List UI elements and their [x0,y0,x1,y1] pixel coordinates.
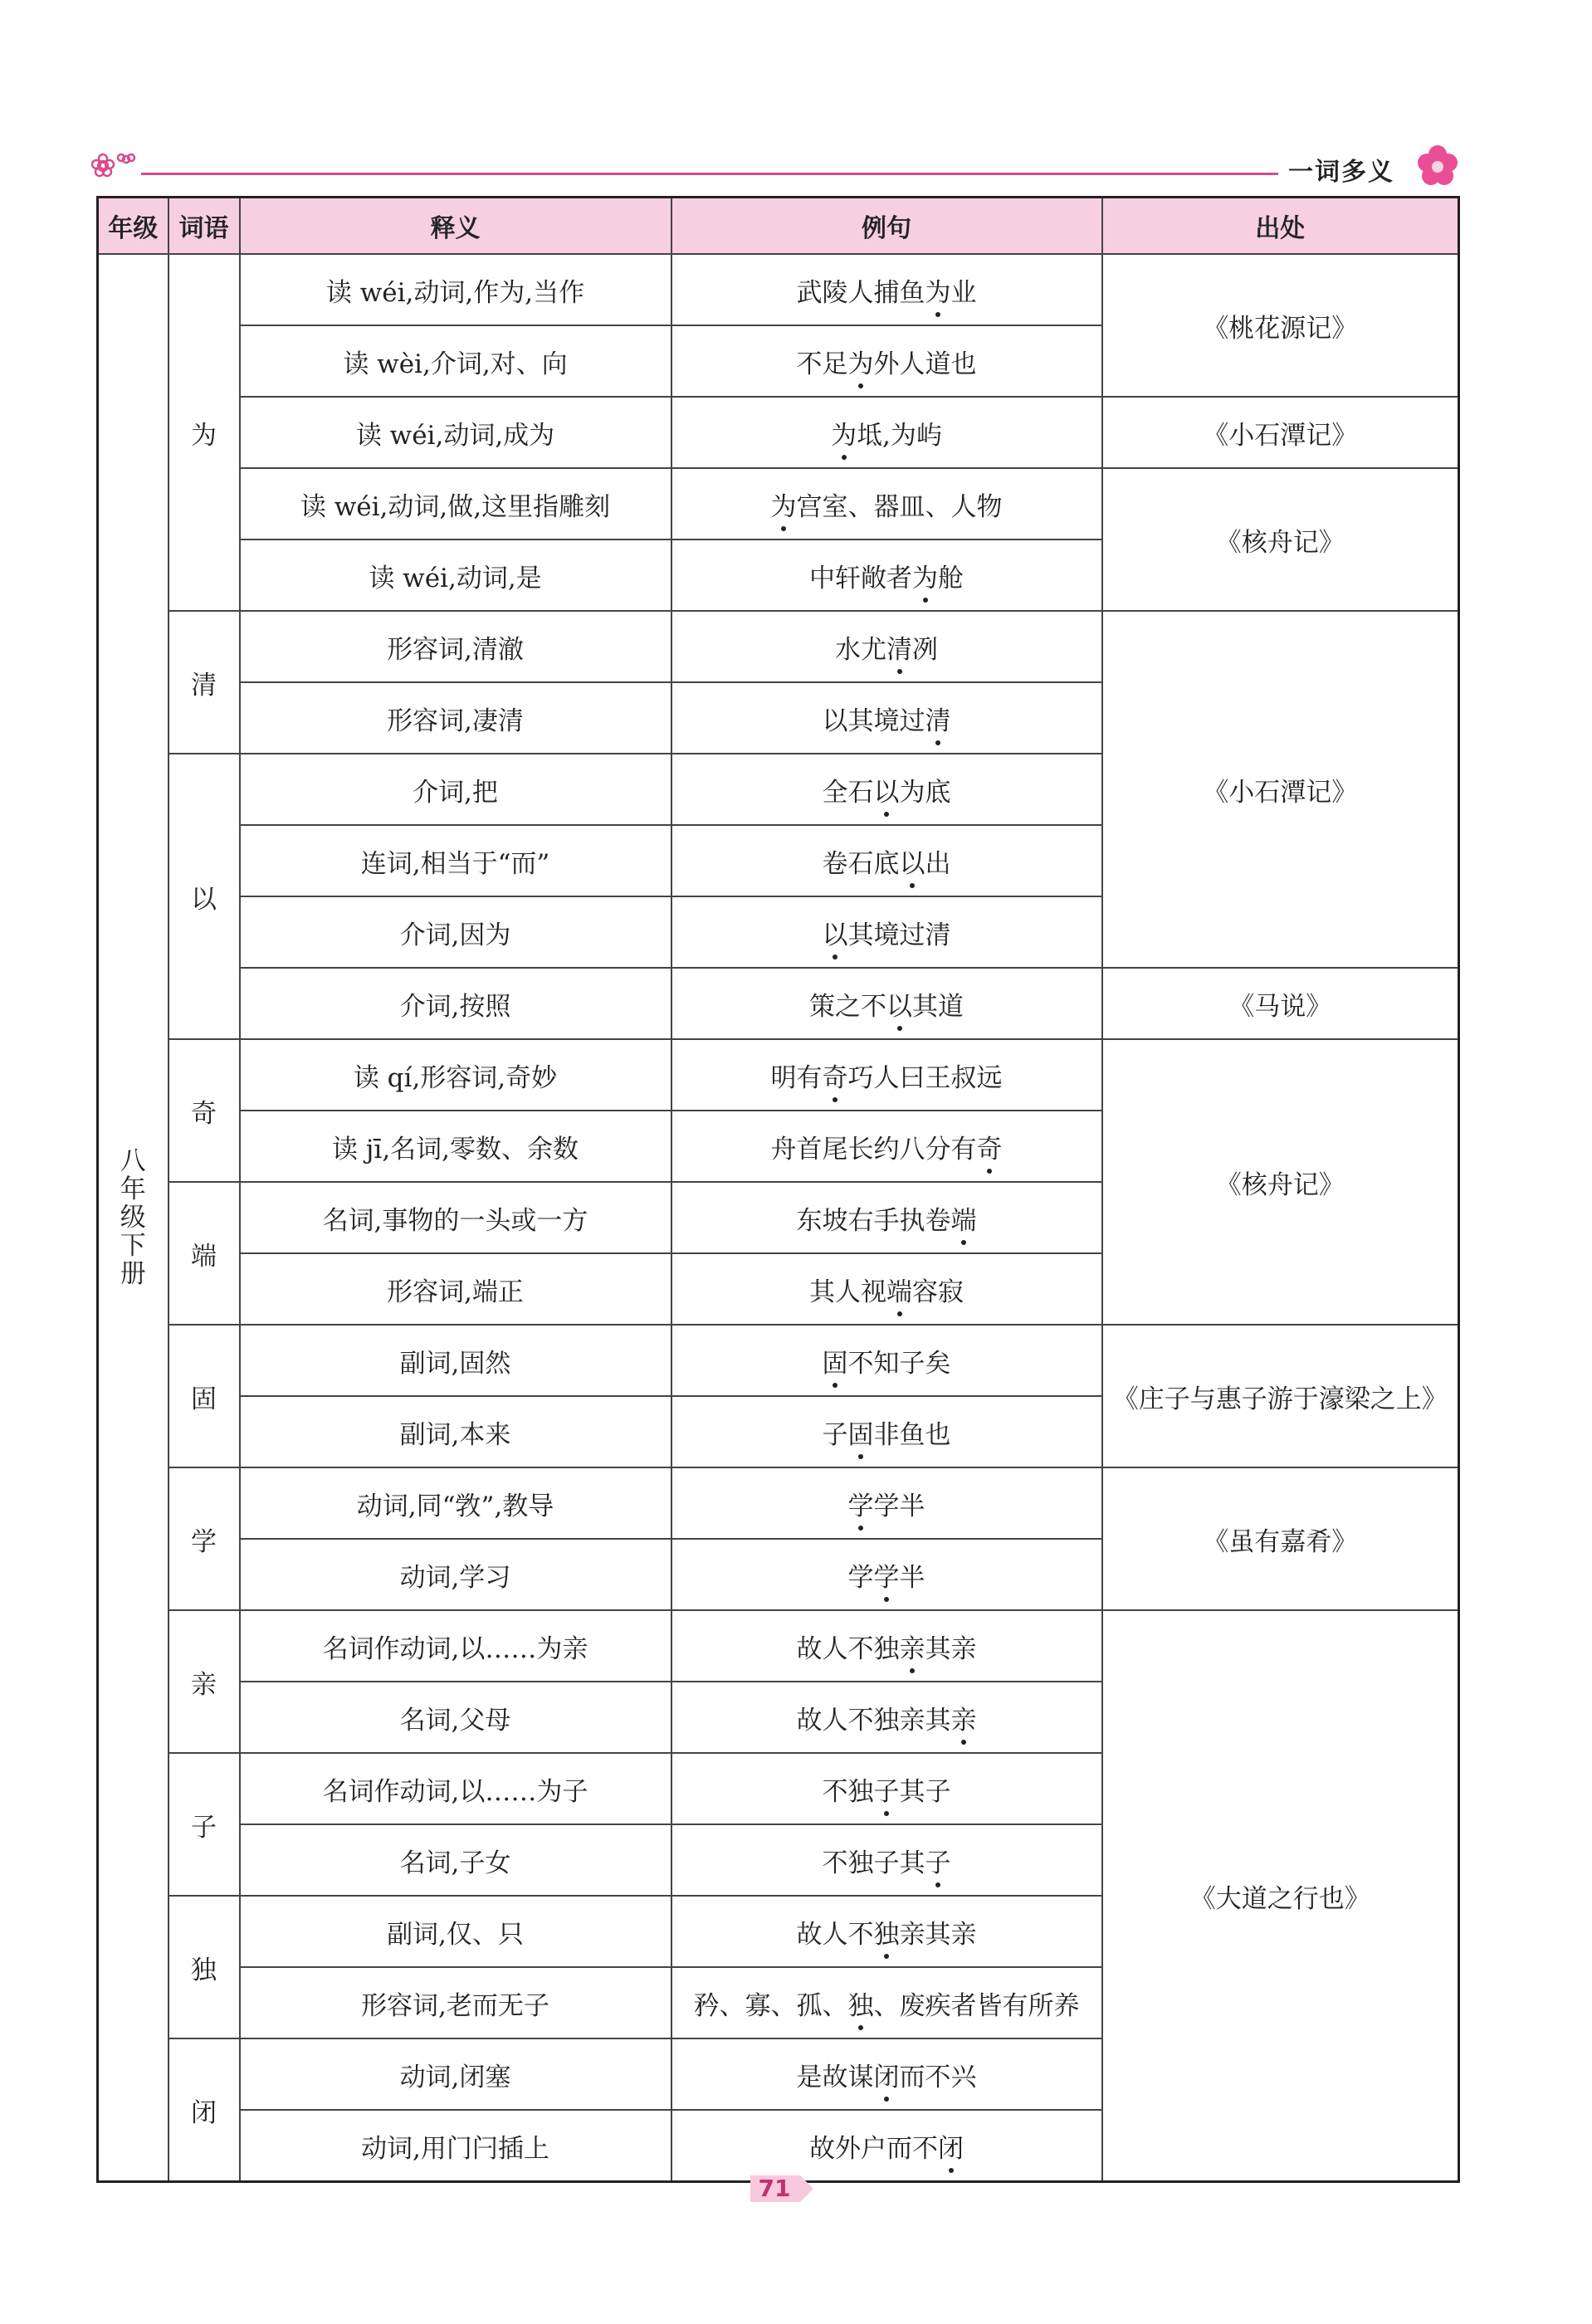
example-text: 其道 [912,991,964,1022]
example-text: 外人道也 [873,349,977,379]
example-keyword: 独 [874,1913,900,1950]
meaning-cell: 名词作动词,以……为子 [240,1753,671,1824]
example-cell [671,1182,1102,1253]
table-row [98,968,1459,1039]
example-keyword: 学 [848,1485,874,1522]
word-cell: 以 [168,754,240,1039]
example-cell [671,325,1102,397]
table-row [98,1467,1459,1539]
example-cell [671,468,1102,540]
word-cell: 为 [168,254,240,611]
page-header [91,148,1461,189]
word-cell: 固 [168,1325,240,1467]
example-keyword: 子 [925,1842,951,1879]
example-text: 容寂 [912,1277,964,1307]
example-keyword: 为 [925,271,951,309]
grade-label: 八年级下册 [120,1145,146,1290]
meaning-cell: 形容词,端正 [240,1253,671,1325]
example-cell [671,1467,1102,1539]
meaning-cell: 动词,同“敩”,教导 [240,1467,671,1539]
example-text: 其子 [899,1776,951,1807]
example-text: 子 [822,1419,848,1450]
grade-cell [98,254,168,2182]
source-cell: 《小石潭记》 [1102,611,1459,968]
example-text: 故人不 [796,1919,874,1950]
table-row [98,397,1459,468]
source-cell: 《马说》 [1102,968,1459,1039]
source-cell: 《核舟记》 [1102,468,1459,611]
example-keyword: 奇 [977,1128,1003,1165]
example-keyword: 以 [823,914,848,951]
source-cell: 《虽有嘉肴》 [1102,1467,1459,1610]
example-text: 半 [899,1562,925,1593]
example-text: 学半 [873,1491,925,1521]
column-header: 出处 [1102,198,1459,255]
meaning-cell: 介词,按照 [240,968,671,1039]
meaning-cell: 形容词,凄清 [240,682,671,754]
example-text: 宫室、器皿、人物 [796,491,1003,522]
example-cell [671,397,1102,468]
column-header: 释义 [240,198,671,255]
example-cell [671,1325,1102,1396]
section-title: 一词多义 [1288,158,1394,187]
column-header: 词语 [168,198,240,255]
example-text: 其境过清 [847,920,951,950]
source-cell: 《庄子与惠子游于濠梁之上》 [1102,1325,1459,1467]
example-cell [671,1111,1102,1182]
example-text: 、废疾者皆有所养 [873,1990,1080,2021]
meaning-cell: 介词,把 [240,754,671,825]
example-text: 为底 [899,777,951,808]
example-text: 不独 [822,1776,874,1807]
example-cell [671,682,1102,754]
meaning-cell: 名词作动词,以……为亲 [240,1610,671,1682]
example-cell [671,825,1102,896]
example-keyword: 闭 [938,2127,964,2165]
meaning-cell: 读 wéi,动词,做,这里指雕刻 [240,468,671,540]
example-cell [671,1610,1102,1682]
example-text: 是故谋 [796,2062,874,2092]
meaning-cell: 副词,本来 [240,1396,671,1467]
example-cell [671,754,1102,825]
column-header: 例句 [671,198,1102,255]
meaning-cell: 动词,学习 [240,1539,671,1610]
example-text: 中轩敞者 [809,563,912,593]
example-text: 而不兴 [899,2062,977,2092]
meaning-cell: 读 wéi,动词,是 [240,540,671,611]
example-cell [671,1967,1102,2038]
table-header-row [98,198,1459,255]
example-keyword: 清 [925,700,951,737]
example-keyword: 端 [951,1199,977,1237]
example-cell [671,611,1102,682]
example-text: 明有 [770,1062,823,1093]
example-cell [671,1039,1102,1111]
example-cell [671,2110,1102,2182]
meaning-cell: 名词,事物的一头或一方 [240,1182,671,1253]
table-row [98,468,1459,540]
word-cell: 独 [168,1896,240,2038]
example-keyword: 固 [823,1342,848,1379]
meaning-cell: 读 wéi,动词,成为 [240,397,671,468]
example-keyword: 学 [874,1556,900,1594]
example-keyword: 端 [886,1271,912,1308]
source-cell: 《小石潭记》 [1102,397,1459,468]
meaning-cell: 形容词,清澈 [240,611,671,682]
example-text: 故人不独 [796,1633,900,1664]
meaning-cell: 读 wèi,介词,对、向 [240,325,671,397]
word-cell: 闭 [168,2038,240,2182]
example-keyword: 独 [848,1985,874,2022]
example-text: 故外户而不 [809,2133,938,2164]
example-text: 非鱼也 [873,1419,951,1450]
example-keyword: 以 [886,985,912,1023]
source-cell: 《大道之行也》 [1102,1610,1459,2182]
example-text: 学 [847,1562,874,1593]
example-keyword: 为 [912,557,938,594]
meaning-cell: 动词,用门闩插上 [240,2110,671,2182]
example-keyword: 固 [848,1413,874,1451]
meaning-cell: 动词,闭塞 [240,2038,671,2110]
table-row [98,254,1459,325]
example-text: 亲其亲 [899,1919,977,1950]
meaning-cell: 副词,仅、只 [240,1896,671,1967]
example-keyword: 闭 [874,2056,900,2093]
example-keyword: 为 [848,343,874,380]
table-row [98,611,1459,682]
example-text: 舱 [938,563,964,593]
example-text: 不足 [796,349,848,379]
example-text: 水尤 [835,634,886,665]
example-text: 不知子矣 [847,1348,951,1379]
flower-decoration-icon [91,148,141,181]
example-keyword: 亲 [951,1699,977,1736]
example-cell [671,254,1102,325]
header-rule [141,173,1278,175]
example-cell [671,1896,1102,1967]
example-text: 故人不独亲其 [796,1705,951,1736]
polysemy-table [96,196,1460,2183]
example-text: 全石 [822,777,874,808]
example-cell [671,1253,1102,1325]
example-text: 业 [950,277,977,308]
example-text: 武陵人捕鱼 [796,277,925,308]
word-cell: 奇 [168,1039,240,1182]
word-cell: 学 [168,1467,240,1610]
meaning-cell: 读 jī,名词,零数、余数 [240,1111,671,1182]
example-text: 策之不 [809,991,886,1022]
page-number: 71 [758,2175,791,2202]
example-keyword: 奇 [823,1057,848,1094]
table-row [98,1325,1459,1396]
example-cell [671,1396,1102,1467]
example-text: 舟首尾长约八分有 [770,1134,977,1164]
example-keyword: 为 [771,486,797,523]
example-text: 巧人曰王叔远 [847,1062,1003,1093]
source-cell: 《核舟记》 [1102,1039,1459,1325]
example-cell [671,1539,1102,1610]
meaning-cell: 介词,因为 [240,896,671,968]
example-keyword: 以 [874,771,900,808]
example-text: 矜、寡、孤、 [693,1990,848,2021]
column-header: 年级 [98,198,168,255]
table-row [98,1610,1459,1682]
table-row [98,1039,1459,1111]
example-keyword: 清 [886,628,912,666]
example-text: 其人视 [809,1277,886,1307]
example-cell [671,540,1102,611]
example-text: 以其境过 [822,706,925,736]
example-cell [671,896,1102,968]
word-cell: 子 [168,1753,240,1896]
example-text: 冽 [912,634,938,665]
example-text: 坻,为屿 [857,420,942,451]
meaning-cell: 名词,子女 [240,1824,671,1896]
meaning-cell: 形容词,老而无子 [240,1967,671,2038]
example-text: 其亲 [925,1633,977,1664]
example-cell [671,968,1102,1039]
example-cell [671,1753,1102,1824]
example-keyword: 为 [831,414,857,452]
meaning-cell: 读 wéi,动词,作为,当作 [240,254,671,325]
meaning-cell: 名词,父母 [240,1682,671,1753]
meaning-cell: 读 qí,形容词,奇妙 [240,1039,671,1111]
meaning-cell: 副词,固然 [240,1325,671,1396]
word-cell: 端 [168,1182,240,1325]
word-cell: 亲 [168,1610,240,1753]
example-keyword: 子 [874,1770,900,1808]
meaning-cell: 连词,相当于“而” [240,825,671,896]
example-text: 出 [925,848,951,879]
example-text: 东坡右手执卷 [796,1205,951,1236]
word-cell: 清 [168,611,240,754]
example-text: 不独子其 [822,1848,925,1878]
example-cell [671,1682,1102,1753]
example-cell [671,2038,1102,2110]
example-keyword: 以 [900,842,925,880]
example-keyword: 亲 [900,1628,925,1665]
example-cell [671,1824,1102,1896]
source-cell: 《桃花源记》 [1102,254,1459,397]
example-text: 卷石底 [822,848,900,879]
flower-icon [1414,143,1461,189]
